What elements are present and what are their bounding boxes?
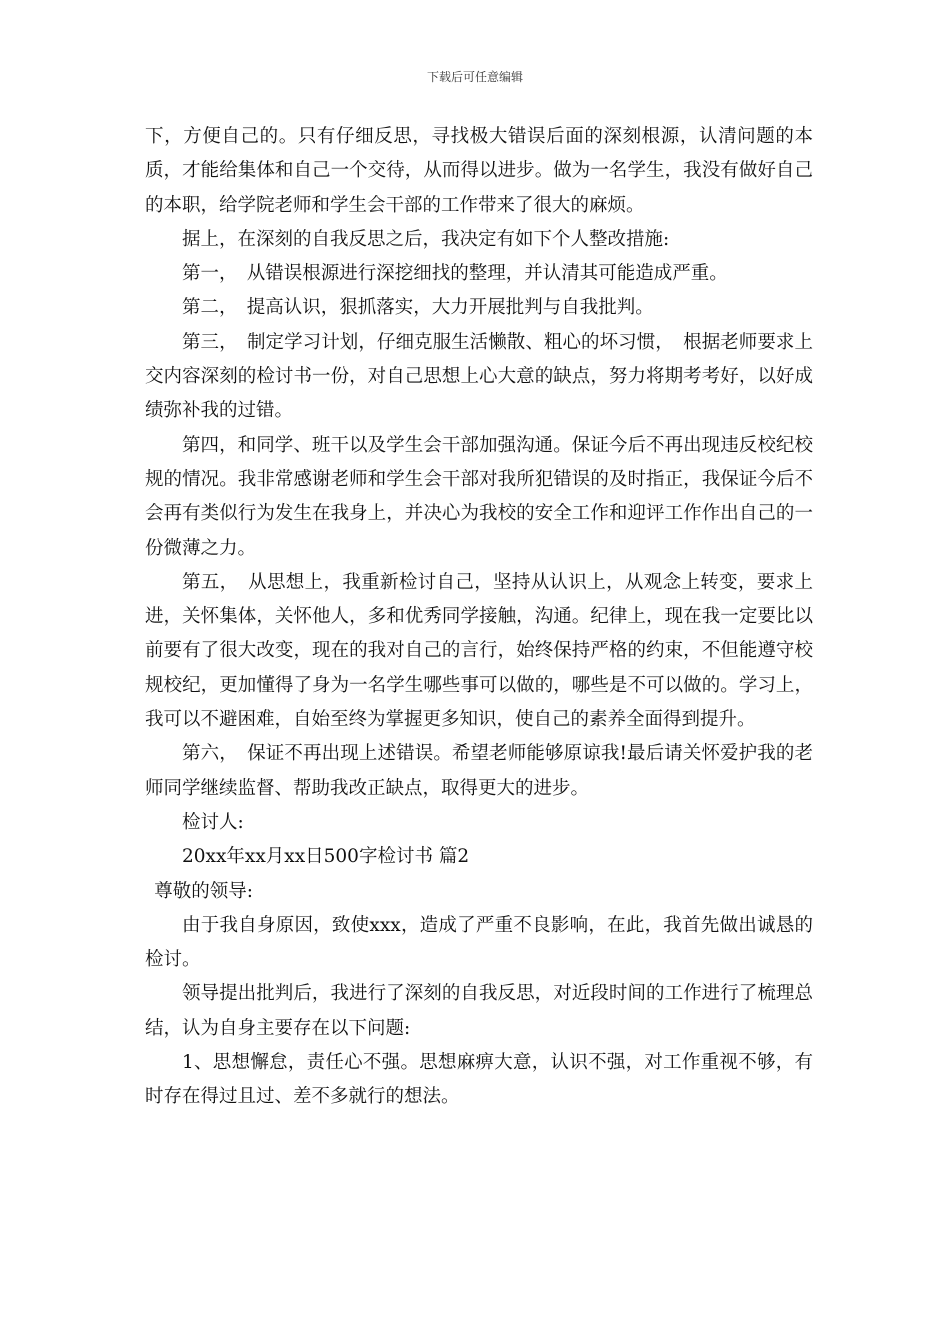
paragraph-measure-4: 第四，和同学、班干以及学生会干部加强沟通。保证今后不再出现违反校纪校规的情况。我非常感谢老师和学生会干部对我所犯错误的及时指正，我保证今后不会再有类似行为发生在我身上，并决心为我校的安全工作和迎评工作作出自己的一份微薄之力。 xyxy=(145,434,813,559)
section-title: 20xx年xx月xx日500字检讨书 篇2 xyxy=(182,846,470,868)
signature-label: 检讨人: xyxy=(182,811,244,833)
paragraph-opening: 由于我自身原因，致使xxx，造成了严重不良影响，在此，我首先做出诚恳的检讨。 xyxy=(145,914,813,971)
paragraph-reflection: 领导提出批判后，我进行了深刻的自我反思，对近段时间的工作进行了梳理总结，认为自身主要存在以下问题: xyxy=(145,983,813,1039)
paragraph-intro: 据上，在深刻的自我反思之后，我决定有如下个人整改措施: xyxy=(182,228,670,250)
salutation: 尊敬的领导: xyxy=(154,880,253,902)
paragraph-measure-3: 第三， 制定学习计划，仔细克服生活懒散、粗心的坏习惯， 根据老师要求上交内容深刻的检讨书一份，对自己思想上心大意的缺点，努力将期考考好，以好成绩弥补我的过错。 xyxy=(145,331,813,422)
paragraph-measure-5: 第五， 从思想上，我重新检讨自己，坚持从认识上，从观念上转变，要求上进，关怀集体，关怀他人，多和优秀同学接触，沟通。纪律上，现在我一定要比以前要有了很大改变，现在的我对自己的言行，始终保持严格的约束，不但能遵守校规校纪，更加懂得了身为一名学生哪些事可以做的，哪些是不可以做的。学习上，我可以不避困难，自始至终为掌握更多知识，使自己的素养全面得到提升。 xyxy=(145,571,813,731)
paragraph-measure-2: 第二， 提高认识，狠抓落实，大力开展批判与自我批判。 xyxy=(182,297,654,319)
paragraph-issue-1: 1、思想懈怠，责任心不强。思想麻痹大意，认识不强，对工作重视不够，有时存在得过且过、差不多就行的想法。 xyxy=(145,1052,813,1108)
paragraph-measure-6: 第六， 保证不再出现上述错误。希望老师能够原谅我!最后请关怀爱护我的老师同学继续监督、帮助我改正缺点，取得更大的进步。 xyxy=(145,743,813,799)
document-body xyxy=(145,120,813,1115)
page-header: 下载后可任意编辑 xyxy=(426,70,523,84)
paragraph-continuation: 下，方便自己的。只有仔细反思，寻找极大错误后面的深刻根源，认清问题的本质，才能给集体和自己一个交待，从而得以进步。做为一名学生，我没有做好自己的本职，给学院老师和学生会干部的工作带来了很大的麻烦。 xyxy=(145,126,813,216)
paragraph-measure-1: 第一， 从错误根源进行深挖细找的整理，并认清其可能造成严重。 xyxy=(182,263,728,285)
